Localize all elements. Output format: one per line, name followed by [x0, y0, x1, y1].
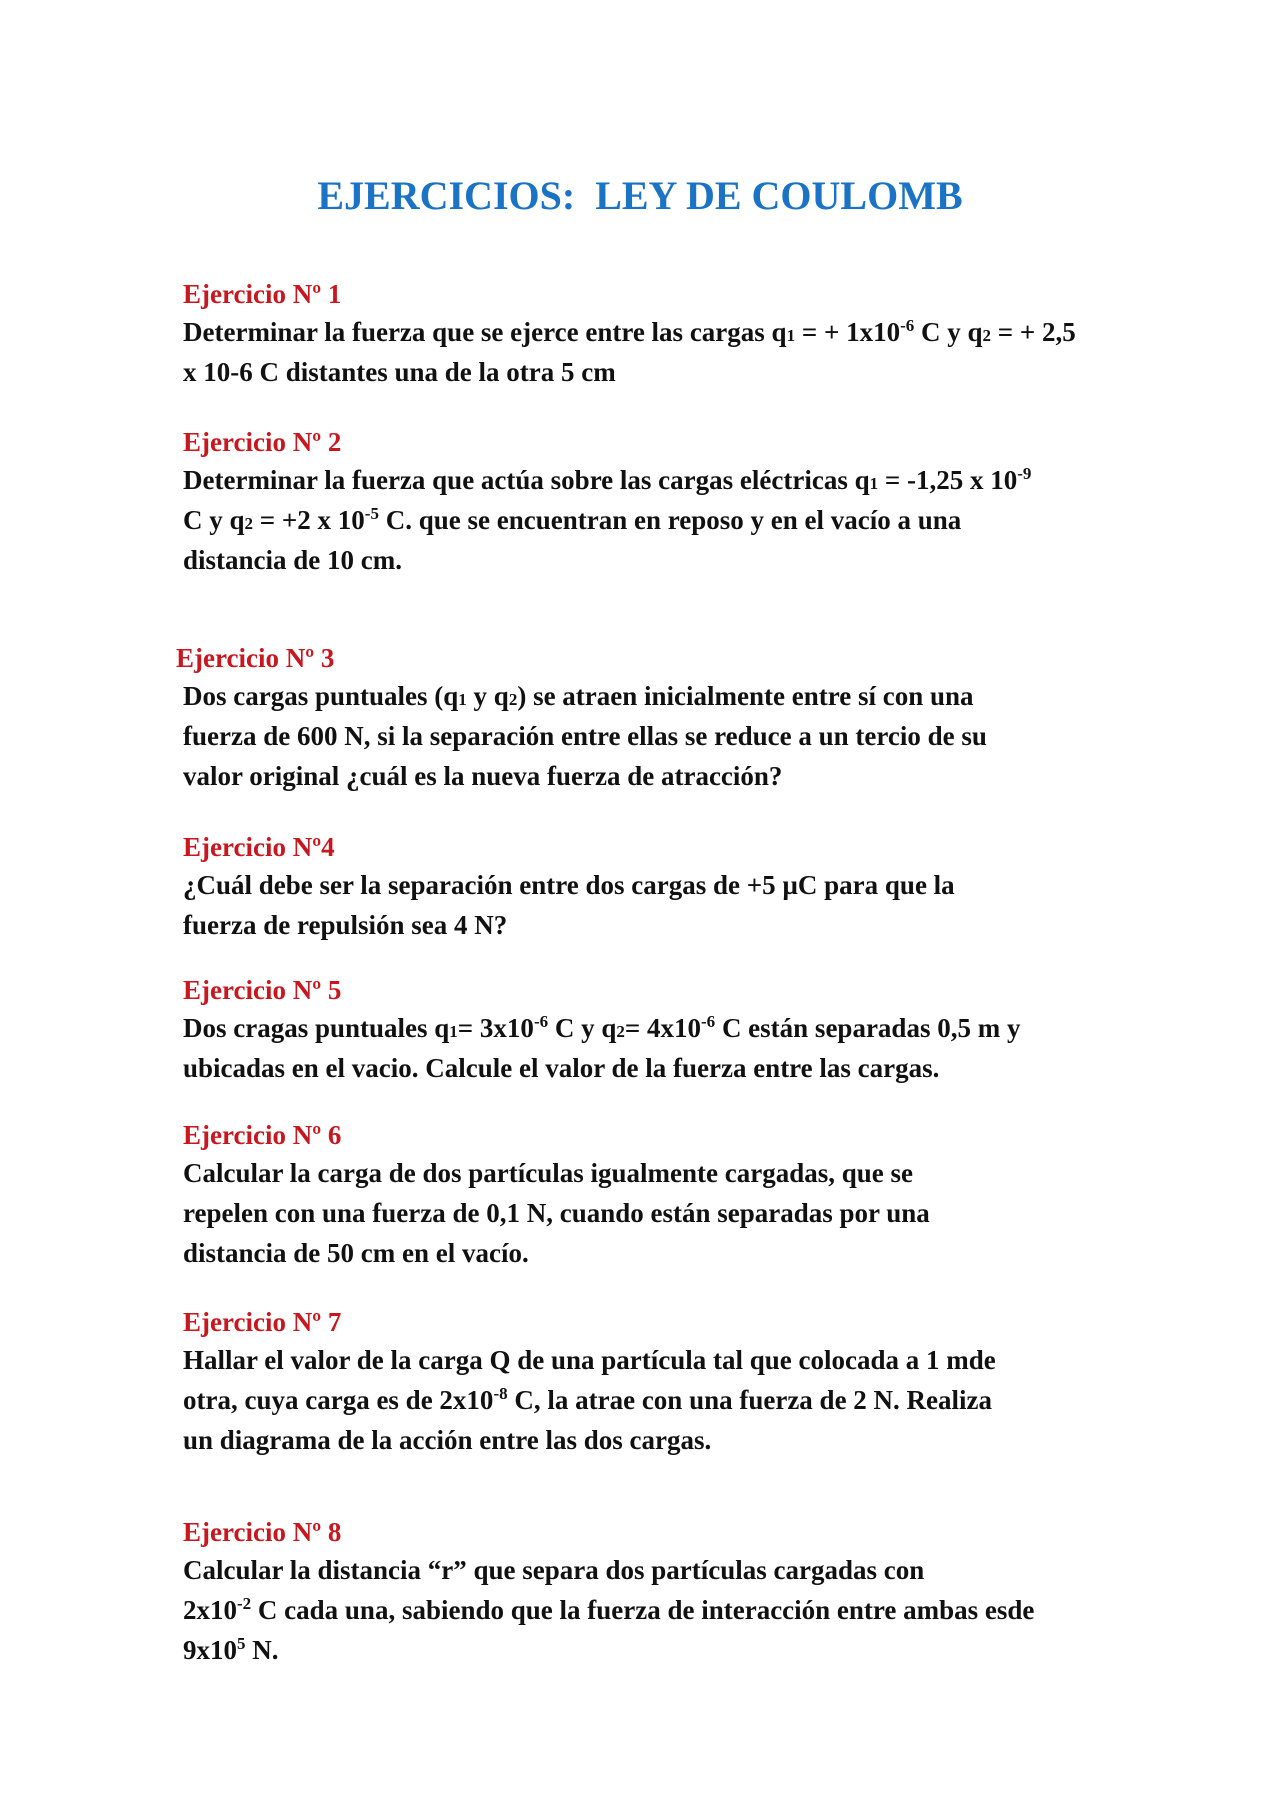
exercise-heading: Ejercicio Nº 3 [176, 643, 335, 673]
exercise-3 [176, 640, 1203, 796]
subscript: 2 [616, 1022, 625, 1041]
text-run: Determinar la fuerza que actúa sobre las cargas eléctricas q [183, 465, 870, 495]
superscript: -2 [237, 1594, 252, 1613]
superscript: -8 [493, 1384, 508, 1403]
text-run: C. que se encuentran en reposo y en el vacío a una [378, 505, 962, 535]
exercise-line [183, 312, 1203, 352]
exercise-line [183, 1048, 1203, 1088]
exercise-2 [183, 424, 1203, 580]
exercise-line [183, 352, 1203, 392]
exercise-line [183, 500, 1203, 540]
exercise-line [183, 1193, 1203, 1233]
text-run: 9x10 [183, 1635, 237, 1665]
exercise-5 [183, 972, 1203, 1088]
text-run: = + 2,5 [991, 317, 1076, 347]
exercise-line [183, 865, 1203, 905]
superscript: -6 [533, 1012, 549, 1031]
subscript: 2 [982, 326, 992, 345]
text-run: distancia de 50 cm en el vacío. [183, 1238, 529, 1268]
text-run: N. [245, 1635, 279, 1665]
exercise-line [183, 1340, 1203, 1380]
exercise-line [183, 1630, 1203, 1670]
exercise-text [183, 865, 1203, 945]
exercise-line [183, 1590, 1203, 1630]
text-run: C están separadas 0,5 m y [715, 1013, 1021, 1043]
exercise-line [183, 676, 1203, 716]
subscript: 1 [869, 474, 879, 493]
exercise-text [183, 1153, 1203, 1273]
text-run: Dos cargas puntuales (q [183, 681, 459, 711]
text-run: Dos cragas puntuales q [183, 1013, 450, 1043]
superscript: -6 [701, 1012, 716, 1031]
exercise-7 [183, 1304, 1203, 1460]
exercise-line [183, 1550, 1203, 1590]
exercise-line [183, 1420, 1203, 1460]
superscript: 5 [237, 1634, 246, 1653]
text-run: C y q [548, 1013, 617, 1043]
subscript: 1 [449, 1022, 458, 1041]
text-run: fuerza de 600 N, si la separación entre ellas se reduce a un tercio de su [183, 721, 987, 751]
exercise-line [183, 1153, 1203, 1193]
exercise-line [183, 716, 1203, 756]
exercise-line [183, 1008, 1203, 1048]
page-title: EJERCICIOS: LEY DE COULOMB [317, 173, 963, 218]
text-run: repelen con una fuerza de 0,1 N, cuando están separadas por una [183, 1198, 930, 1228]
subscript: 1 [786, 326, 796, 345]
superscript: -6 [900, 316, 915, 335]
exercise-heading: Ejercicio Nº 6 [183, 1120, 342, 1150]
exercise-line [183, 756, 1203, 796]
text-run: Determinar la fuerza que se ejerce entre las cargas q [183, 317, 787, 347]
subscript: 1 [458, 690, 467, 709]
exercise-heading: Ejercicio Nº 1 [183, 279, 342, 309]
superscript: -9 [1017, 464, 1032, 483]
text-run: = +2 x 10 [253, 505, 365, 535]
exercise-text [183, 460, 1203, 580]
exercise-text [183, 312, 1203, 392]
text-run: = 3x10 [457, 1013, 534, 1043]
text-run: C, la atrae con una fuerza de 2 N. Realiza [507, 1385, 993, 1415]
exercise-heading: Ejercicio Nº4 [183, 832, 335, 862]
subscript: 2 [508, 690, 518, 709]
text-run: otra, cuya carga es de 2x10 [183, 1385, 494, 1415]
text-run: un diagrama de la acción entre las dos cargas. [183, 1425, 712, 1455]
text-run: = 4x10 [624, 1013, 702, 1043]
exercise-heading: Ejercicio Nº 2 [183, 427, 342, 457]
text-run: Hallar el valor de la carga Q de una partícula tal que colocada a 1 mde [183, 1345, 996, 1375]
exercise-8 [183, 1514, 1203, 1670]
exercise-6 [183, 1117, 1203, 1273]
text-run: ubicadas en el vacio. Calcule el valor de la fuerza entre las cargas. [183, 1053, 940, 1083]
exercise-4 [183, 829, 1203, 945]
exercise-text [183, 1550, 1203, 1670]
exercise-text [183, 1008, 1203, 1088]
text-run: = + 1x10 [795, 317, 901, 347]
exercise-line [183, 1233, 1203, 1273]
text-run: C cada una, sabiendo que la fuerza de interacción entre ambas esde [251, 1595, 1035, 1625]
exercise-text [183, 1340, 1203, 1460]
exercise-line [183, 1380, 1203, 1420]
text-run: valor original ¿cuál es la nueva fuerza de atracción? [183, 761, 783, 791]
text-run: = -1,25 x 10 [878, 465, 1018, 495]
text-run: C y q [183, 505, 245, 535]
exercise-line [183, 905, 1203, 945]
text-run: y q [466, 681, 509, 711]
subscript: 2 [244, 514, 254, 533]
text-run: Calcular la carga de dos partículas igualmente cargadas, que se [183, 1158, 913, 1188]
exercise-text [183, 676, 1203, 796]
exercise-1 [183, 276, 1203, 392]
text-run: ) se atraen inicialmente entre sí con una [517, 681, 974, 711]
superscript: -5 [364, 504, 379, 523]
text-run: 2x10 [183, 1595, 237, 1625]
exercise-line [183, 540, 1203, 580]
text-run: fuerza de repulsión sea 4 N? [183, 910, 508, 940]
text-run: x 10-6 C distantes una de la otra 5 cm [183, 357, 616, 387]
exercise-heading: Ejercicio Nº 5 [183, 975, 342, 1005]
exercise-heading: Ejercicio Nº 7 [183, 1307, 342, 1337]
exercise-line [183, 460, 1203, 500]
text-run: distancia de 10 cm. [183, 545, 402, 575]
text-run: ¿Cuál debe ser la separación entre dos cargas de +5 µC para que la [183, 870, 955, 900]
exercise-heading: Ejercicio Nº 8 [183, 1517, 342, 1547]
text-run: C y q [914, 317, 983, 347]
text-run: Calcular la distancia “r” que separa dos partículas cargadas con [183, 1555, 925, 1585]
